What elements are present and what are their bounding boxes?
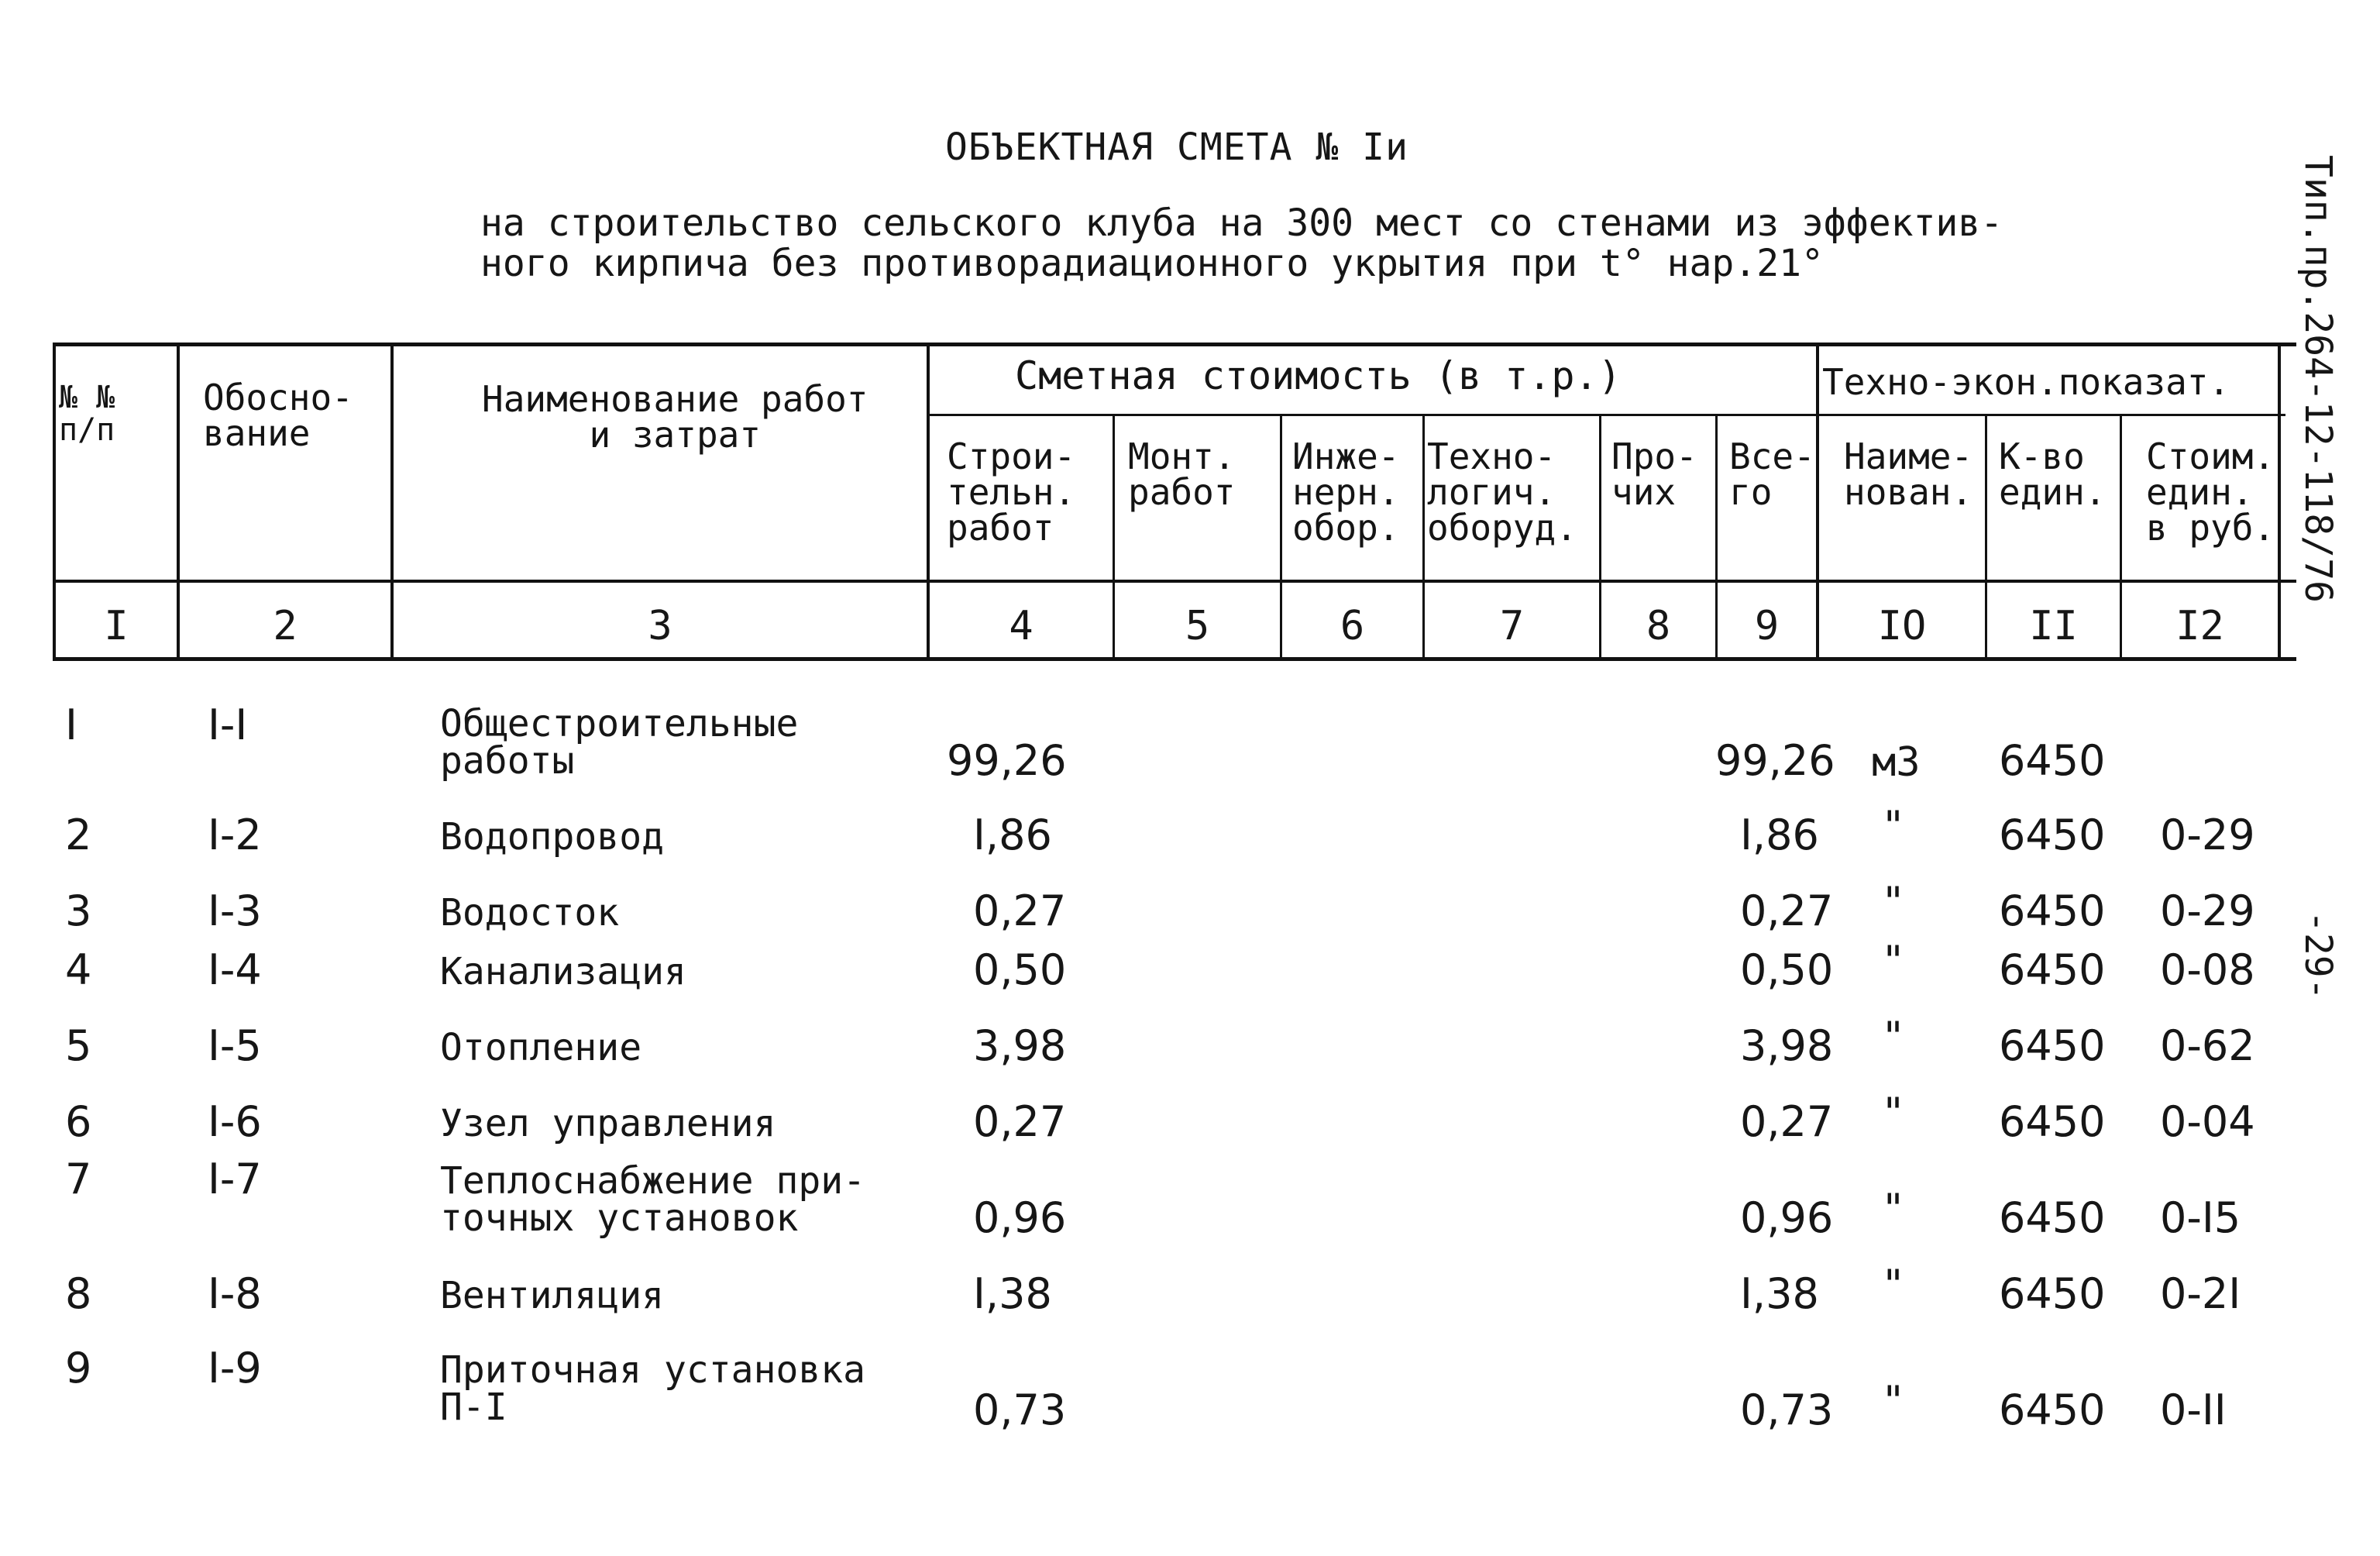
row-basis: I-I (208, 701, 248, 749)
row-work-name: Приточная установка П-I (440, 1348, 866, 1429)
header-bottom-border (53, 657, 2296, 661)
column-number-7: 7 (1499, 603, 1525, 649)
row-unit: " (1881, 1378, 1906, 1424)
row-quantity: 6450 (1999, 1021, 2106, 1070)
row-construction-cost: 3,98 (973, 1021, 1067, 1070)
row-total-cost: 0,50 (1740, 945, 1834, 994)
row-number: 6 (65, 1097, 92, 1146)
column-number-4: 4 (1009, 603, 1034, 649)
row-unit-cost: 0-II (2160, 1386, 2227, 1434)
header-unit-cost: Стоим. един. в руб. (2146, 435, 2275, 549)
row-work-name: Отопление (440, 1026, 642, 1069)
column-number-3: 3 (648, 603, 672, 649)
row-quantity: 6450 (1999, 1097, 2106, 1146)
row-basis: I-8 (208, 1269, 262, 1318)
row-work-name: Водосток (440, 891, 620, 935)
row-total-cost: 99,26 (1715, 736, 1835, 785)
header-item-name: Наиме- нован. (1844, 435, 1973, 513)
header-work-name: Наименование работ и затрат (482, 378, 868, 456)
document-title: ОБЪЕКТНАЯ СМЕТА № Iи (945, 126, 1408, 169)
header-engineering-equipment: Инже- нерн. обор. (1292, 435, 1400, 549)
header-technological-equipment: Техно- логич. оборуд. (1427, 435, 1577, 549)
column-number-5: 5 (1185, 603, 1210, 649)
row-total-cost: 0,27 (1740, 886, 1834, 935)
row-basis: I-4 (208, 945, 262, 994)
subtitle-line-2: ного кирпича без противорадиационного укрытия при t° нар.21° (480, 242, 1824, 285)
row-work-name: Водопровод (440, 815, 664, 859)
row-quantity: 6450 (1999, 945, 2106, 994)
row-unit: " (1881, 938, 1906, 984)
row-number: 9 (65, 1344, 92, 1392)
header-other: Про- чих (1611, 435, 1697, 513)
row-unit: " (1881, 1014, 1906, 1060)
row-quantity: 6450 (1999, 886, 2106, 935)
subtitle-line-1: на строительство сельского клуба на 300 мест со стенами из эффектив- (480, 201, 2003, 245)
row-unit-cost: 0-04 (2160, 1097, 2255, 1146)
row-quantity: 6450 (1999, 736, 2106, 785)
col-border-12 (2278, 343, 2281, 660)
row-construction-cost: 0,73 (973, 1386, 1067, 1434)
row-number: 5 (65, 1021, 92, 1070)
row-total-cost: 3,98 (1740, 1021, 1834, 1070)
row-construction-cost: I,38 (973, 1269, 1052, 1318)
row-basis: I-2 (208, 811, 262, 859)
header-numbers-divider (53, 580, 2296, 583)
column-number-10: IO (1877, 603, 1927, 649)
row-work-name: Канализация (440, 950, 686, 993)
row-number: 3 (65, 886, 92, 935)
header-tech-economic-indicators: Техно-экон.показат. (1822, 361, 2230, 403)
column-number-2: 2 (273, 603, 298, 649)
row-total-cost: 0,27 (1740, 1097, 1834, 1146)
row-basis: I-3 (208, 886, 262, 935)
row-number: 8 (65, 1269, 92, 1318)
row-unit-cost: 0-29 (2160, 811, 2255, 859)
row-quantity: 6450 (1999, 811, 2106, 859)
row-unit-cost: 0-08 (2160, 945, 2255, 994)
row-unit: " (1881, 1090, 1906, 1136)
row-construction-cost: 0,27 (973, 1097, 1067, 1146)
header-construction-works: Строи- тельн. работ (947, 435, 1076, 549)
row-number: I (65, 701, 77, 749)
column-number-1: I (104, 603, 129, 649)
row-basis: I-9 (208, 1344, 262, 1392)
row-number: 4 (65, 945, 92, 994)
row-unit: " (1881, 1262, 1906, 1308)
header-installation-works: Монт. работ (1128, 435, 1236, 513)
row-basis: I-7 (208, 1155, 262, 1203)
row-unit: " (1881, 803, 1906, 849)
row-total-cost: 0,73 (1740, 1386, 1834, 1434)
header-group-divider-tech (1819, 414, 2285, 416)
row-unit-cost: 0-I5 (2160, 1193, 2241, 1242)
row-number: 7 (65, 1155, 92, 1203)
row-basis: I-6 (208, 1097, 262, 1146)
header-basis: Обосно- вание (203, 377, 353, 454)
row-work-name: Теплоснабжение при- точных установок (440, 1159, 866, 1240)
row-unit: " (1881, 1186, 1906, 1232)
row-work-name: Узел управления (440, 1102, 776, 1145)
row-unit: " (1881, 879, 1906, 925)
row-total-cost: I,86 (1740, 811, 1819, 859)
header-row-number: № № п/п (59, 380, 115, 448)
header-estimated-cost: Сметная стоимость (в т.р.) (1015, 353, 1622, 398)
row-quantity: 6450 (1999, 1193, 2106, 1242)
page-number: -29- (2296, 911, 2340, 1000)
row-unit: м3 (1872, 739, 1921, 786)
row-unit-cost: 0-2I (2160, 1269, 2241, 1318)
row-unit-cost: 0-62 (2160, 1021, 2255, 1070)
row-construction-cost: I,86 (973, 811, 1052, 859)
column-number-12: I2 (2175, 603, 2224, 649)
header-group-divider-cost (928, 414, 1819, 416)
row-quantity: 6450 (1999, 1269, 2106, 1318)
header-unit-quantity: К-во един. (1999, 435, 2107, 513)
row-total-cost: I,38 (1740, 1269, 1819, 1318)
row-work-name: Общестроительные работы (440, 702, 799, 783)
header-total: Все- го (1729, 435, 1815, 513)
row-construction-cost: 0,50 (973, 945, 1067, 994)
row-quantity: 6450 (1999, 1386, 2106, 1434)
row-number: 2 (65, 811, 92, 859)
column-number-11: II (2029, 603, 2078, 649)
column-number-9: 9 (1754, 603, 1780, 649)
header-top-border (53, 343, 2296, 346)
column-number-8: 8 (1646, 603, 1671, 649)
side-project-code: Тип.пр.264-12-118/76 (2296, 155, 2340, 603)
row-unit-cost: 0-29 (2160, 886, 2255, 935)
row-construction-cost: 0,27 (973, 886, 1067, 935)
row-total-cost: 0,96 (1740, 1193, 1834, 1242)
column-number-6: 6 (1340, 603, 1365, 649)
row-construction-cost: 0,96 (973, 1193, 1067, 1242)
row-work-name: Вентиляция (440, 1274, 664, 1317)
row-construction-cost: 99,26 (947, 736, 1067, 785)
row-basis: I-5 (208, 1021, 262, 1070)
